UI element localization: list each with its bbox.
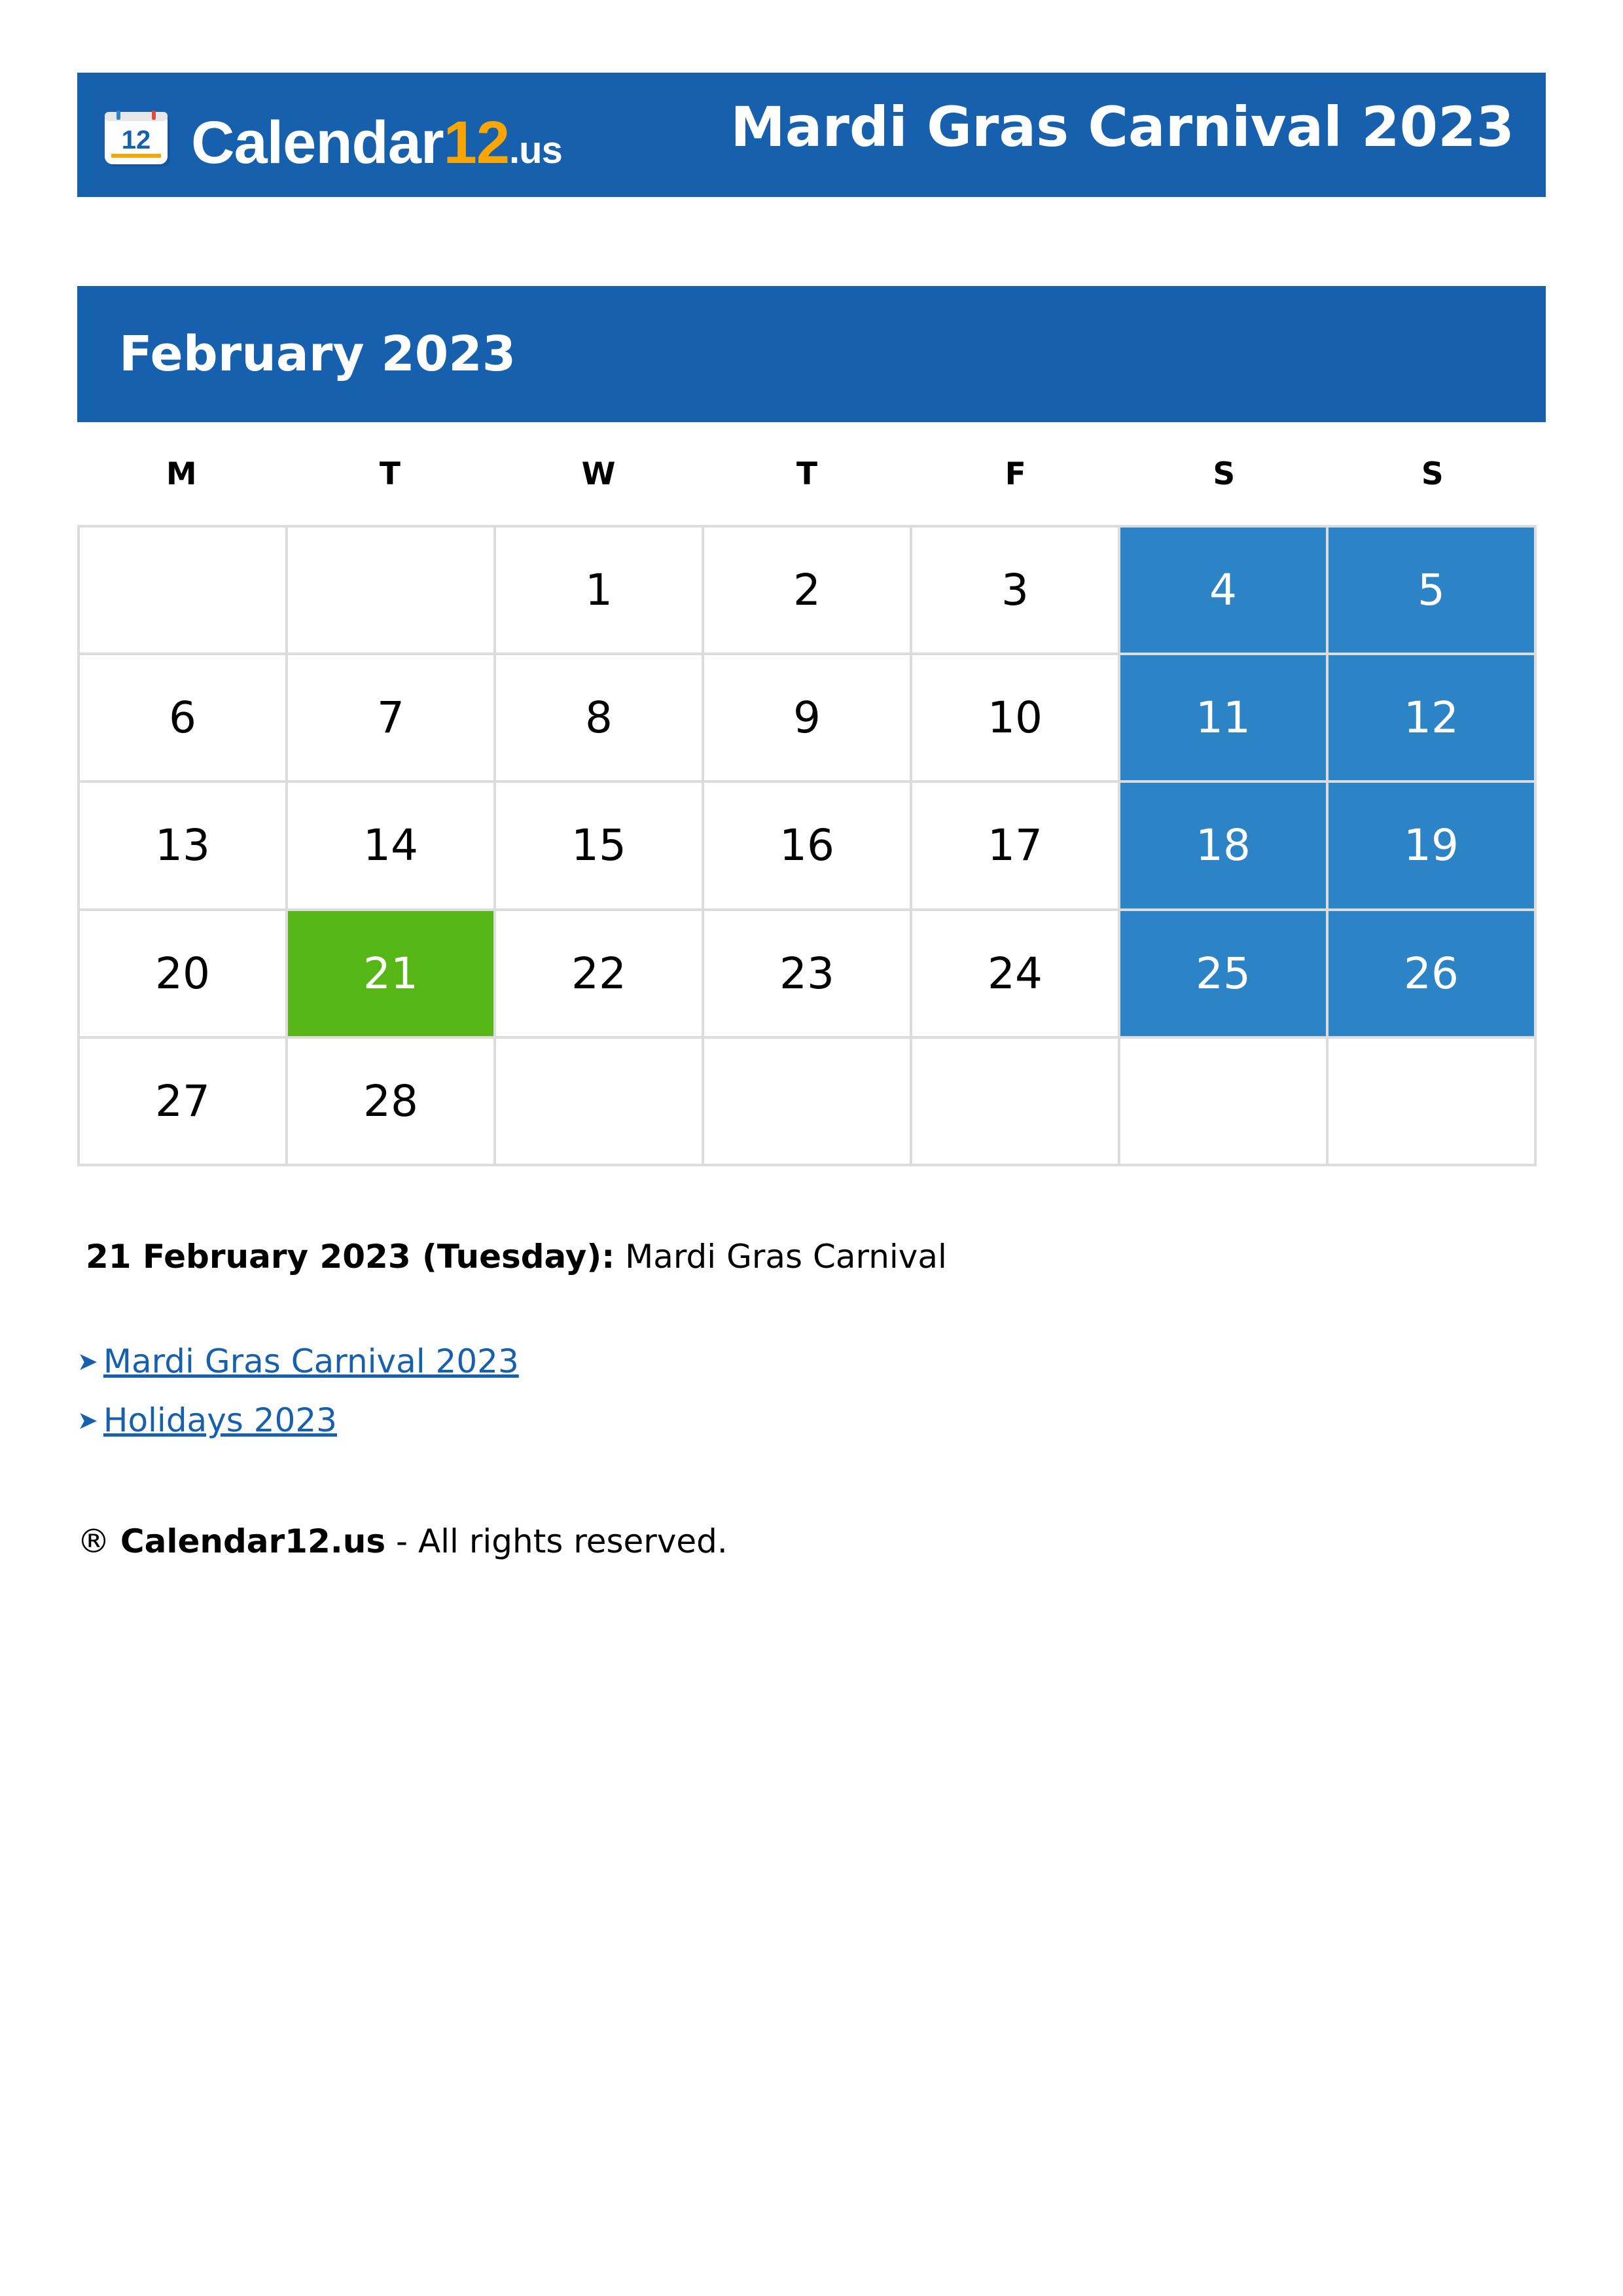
day-cell: 7 bbox=[288, 655, 496, 783]
event-description bbox=[86, 1230, 947, 1283]
weekday-label: F bbox=[1005, 456, 1026, 492]
day-cell bbox=[912, 1039, 1120, 1166]
link-item bbox=[77, 1332, 519, 1391]
day-cell: 1 bbox=[496, 528, 704, 655]
day-cell: 14 bbox=[288, 783, 496, 910]
registered-symbol: ® bbox=[77, 1522, 120, 1560]
day-cell: 16 bbox=[704, 783, 912, 910]
event-date-label: 21 February 2023 (Tuesday): bbox=[86, 1238, 615, 1276]
weekday-label: S bbox=[1213, 456, 1236, 492]
related-links bbox=[77, 1332, 519, 1450]
calendar-grid bbox=[77, 525, 1537, 1166]
day-cell: 2 bbox=[704, 528, 912, 655]
day-cell bbox=[496, 1039, 704, 1166]
footer-text: - All rights reserved. bbox=[385, 1522, 728, 1560]
logo-text-number: 12 bbox=[443, 109, 510, 176]
logo-text-tld: .us bbox=[509, 129, 562, 171]
weekday-label: S bbox=[1421, 456, 1444, 492]
logo-text-main: Calendar bbox=[191, 109, 444, 176]
day-cell bbox=[1329, 1039, 1537, 1166]
day-cell-weekend: 12 bbox=[1329, 655, 1537, 783]
day-cell: 6 bbox=[80, 655, 288, 783]
day-cell: 23 bbox=[704, 911, 912, 1039]
day-cell-weekend: 25 bbox=[1120, 911, 1329, 1039]
day-cell-weekend: 11 bbox=[1120, 655, 1329, 783]
arrow-right-icon: ➤ bbox=[77, 1347, 98, 1376]
day-cell: 13 bbox=[80, 783, 288, 910]
day-cell: 15 bbox=[496, 783, 704, 910]
day-cell-weekend: 26 bbox=[1329, 911, 1537, 1039]
page-header bbox=[77, 73, 1546, 197]
day-cell: 9 bbox=[704, 655, 912, 783]
link-holidays-2023[interactable]: Holidays 2023 bbox=[103, 1401, 337, 1439]
day-cell bbox=[288, 528, 496, 655]
day-cell-holiday: 21 bbox=[288, 911, 496, 1039]
day-cell-weekend: 18 bbox=[1120, 783, 1329, 910]
calendar-12-icon bbox=[105, 111, 173, 168]
day-cell: 28 bbox=[288, 1039, 496, 1166]
day-cell-weekend: 4 bbox=[1120, 528, 1329, 655]
logo-text bbox=[191, 107, 562, 187]
footer-brand: Calendar12.us bbox=[120, 1522, 386, 1560]
day-cell bbox=[1120, 1039, 1329, 1166]
day-cell: 17 bbox=[912, 783, 1120, 910]
svg-text:12: 12 bbox=[121, 126, 151, 154]
day-cell-weekend: 5 bbox=[1329, 528, 1537, 655]
day-cell: 10 bbox=[912, 655, 1120, 783]
weekday-label: W bbox=[581, 456, 616, 492]
weekday-label: M bbox=[166, 456, 197, 492]
page-title: Mardi Gras Carnival 2023 bbox=[730, 95, 1514, 159]
weekday-label: T bbox=[796, 456, 818, 492]
month-title: February 2023 bbox=[119, 326, 516, 382]
day-cell: 3 bbox=[912, 528, 1120, 655]
event-name: Mardi Gras Carnival bbox=[615, 1238, 947, 1276]
copyright-footer bbox=[77, 1512, 728, 1571]
month-header bbox=[77, 286, 1546, 422]
link-mardi-gras-carnival-2023[interactable]: Mardi Gras Carnival 2023 bbox=[103, 1342, 519, 1380]
day-cell: 20 bbox=[80, 911, 288, 1039]
link-item bbox=[77, 1391, 519, 1450]
day-cell bbox=[704, 1039, 912, 1166]
arrow-right-icon: ➤ bbox=[77, 1406, 98, 1435]
day-cell bbox=[80, 528, 288, 655]
day-cell: 22 bbox=[496, 911, 704, 1039]
weekday-header-row bbox=[77, 446, 1537, 503]
weekday-label: T bbox=[379, 456, 401, 492]
day-cell: 8 bbox=[496, 655, 704, 783]
day-cell: 24 bbox=[912, 911, 1120, 1039]
day-cell-weekend: 19 bbox=[1329, 783, 1537, 910]
day-cell: 27 bbox=[80, 1039, 288, 1166]
